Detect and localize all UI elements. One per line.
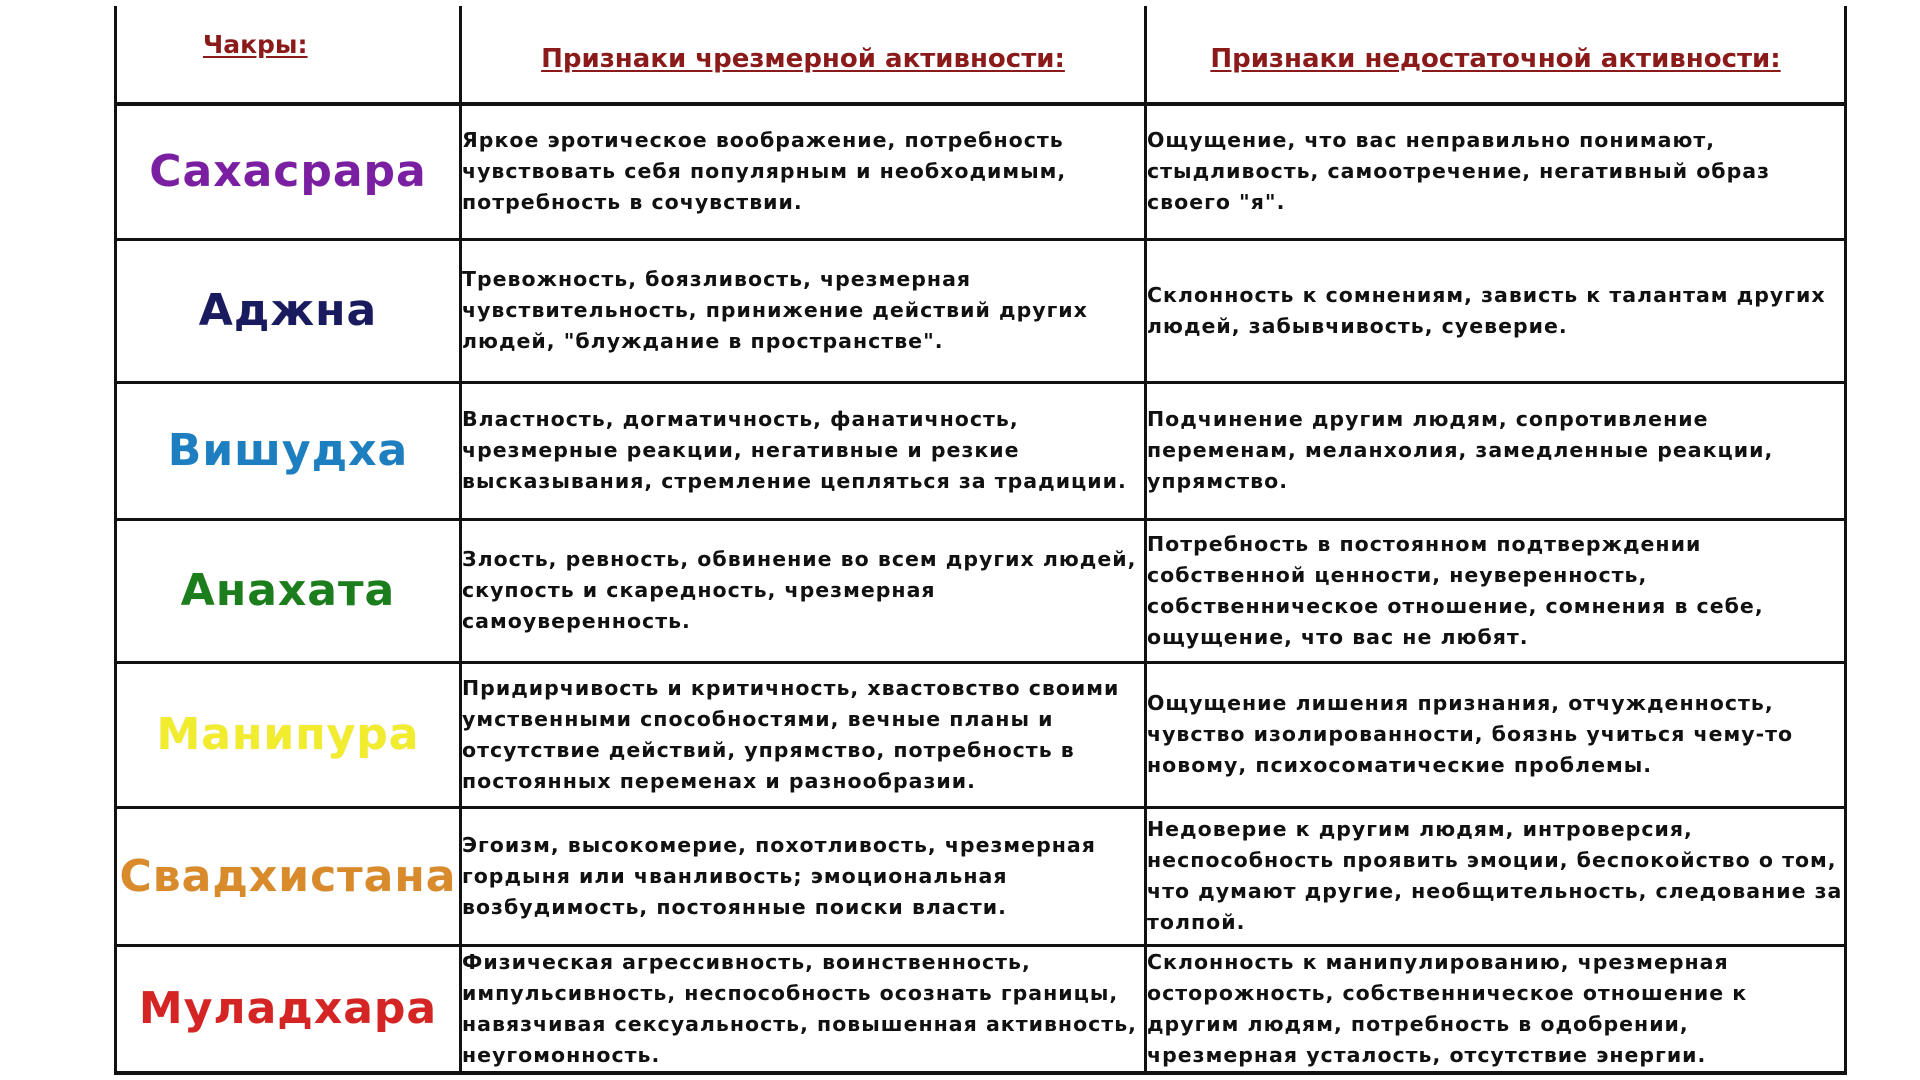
table-row-ajna <box>116 239 1846 382</box>
deficit-cell <box>1146 239 1846 382</box>
excess-text: Придирчивость и критичность, хвастовство своими умственными способностями, вечные планы и отсутствие действий, упрямство, потребность в постоянных переменах и разнообразии. <box>462 675 1120 793</box>
chakra-name: Аджна <box>198 285 378 336</box>
chakra-name-cell <box>116 807 461 945</box>
table-row-anahata <box>116 519 1846 662</box>
chakra-name-cell <box>116 104 461 239</box>
excess-cell <box>461 239 1146 382</box>
deficit-cell <box>1146 945 1846 1073</box>
deficit-text: Потребность в постоянном подтверждении собственной ценности, неуверенность, собственническое отношение, сомнения в себе, ощущение, что вас не любят. <box>1147 531 1764 649</box>
header-deficit: Признаки недостаточной активности: <box>1210 44 1781 74</box>
deficit-cell <box>1146 382 1846 519</box>
excess-cell <box>461 807 1146 945</box>
table-row-vishuddha <box>116 382 1846 519</box>
deficit-cell <box>1146 807 1846 945</box>
deficit-text: Ощущение, что вас неправильно понимают, стыдливость, самоотречение, негативный образ своего "я". <box>1147 128 1771 215</box>
chakra-name: Сахасрара <box>149 146 427 198</box>
excess-text: Яркое эротическое воображение, потребность чувствовать себя популярным и необходимым, потребность в сочувствии. <box>462 128 1067 215</box>
excess-text: Властность, догматичность, фанатичность, чрезмерные реакции, негативные и резкие высказывания, стремление цепляться за традиции. <box>462 407 1127 493</box>
excess-text: Тревожность, боязливость, чрезмерная чувствительность, принижение действий других людей, "блуждание в пространстве". <box>462 267 1088 353</box>
deficit-cell <box>1146 104 1846 239</box>
excess-cell <box>461 104 1146 239</box>
excess-cell <box>461 662 1146 807</box>
table-row-svadhisthana <box>116 807 1846 945</box>
excess-text: Физическая агрессивность, воинственность, импульсивность, неспособность осознать границы, навязчивая сексуальность, повышенная активность, неугомонность. <box>462 949 1137 1067</box>
chakra-name: Свадхистана <box>119 850 457 902</box>
deficit-cell <box>1146 662 1846 807</box>
table-row-manipura <box>116 662 1846 807</box>
deficit-text: Недоверие к другим людям, интроверсия, неспособность проявить эмоции, беспокойство о том, что думают другие, необщительность, следование за толпой. <box>1147 817 1843 934</box>
table-row-sahasrara <box>116 104 1846 239</box>
header-excess-cell <box>461 6 1146 104</box>
excess-text: Эгоизм, высокомерие, похотливость, чрезмерная гордыня или чванливость; эмоциональная возбудимость, постоянные поиски власти. <box>462 832 1096 919</box>
chakra-name-cell <box>116 519 461 662</box>
chakra-table <box>114 6 1847 1075</box>
chakra-name: Манипура <box>156 709 420 760</box>
header-chakra: Чакры: <box>203 29 308 59</box>
deficit-cell <box>1146 519 1846 662</box>
header-deficit-cell <box>1146 6 1846 104</box>
chakra-name: Вишудха <box>167 425 409 476</box>
chakra-name: Анахата <box>180 565 396 616</box>
deficit-text: Ощущение лишения признания, отчужденность, чувство изолированности, боязнь учиться чему-то новому, психосоматические проблемы. <box>1147 691 1794 777</box>
excess-text: Злость, ревность, обвинение во всем других людей, скупость и скаредность, чрезмерная самоуверенность. <box>462 547 1137 633</box>
deficit-text: Подчинение другим людям, сопротивление переменам, меланхолия, замедленные реакции, упрямство. <box>1147 407 1774 493</box>
header-chakra-cell <box>116 6 461 104</box>
excess-cell <box>461 519 1146 662</box>
header-row <box>116 6 1846 104</box>
deficit-text: Склонность к манипулированию, чрезмерная осторожность, собственническое отношение к другим людям, потребность в одобрении, чрезмерная усталость, отсутствие энергии. <box>1147 949 1748 1067</box>
header-excess: Признаки чрезмерной активности: <box>541 44 1065 74</box>
excess-cell <box>461 382 1146 519</box>
deficit-text: Склонность к сомнениям, зависть к талантам других людей, забывчивость, суеверие. <box>1147 282 1826 338</box>
excess-cell <box>461 945 1146 1073</box>
chakra-name-cell <box>116 945 461 1073</box>
chakra-name: Муладхара <box>138 983 438 1034</box>
chakra-name-cell <box>116 239 461 382</box>
chakra-name-cell <box>116 382 461 519</box>
chakra-name-cell <box>116 662 461 807</box>
table-row-muladhara <box>116 945 1846 1073</box>
